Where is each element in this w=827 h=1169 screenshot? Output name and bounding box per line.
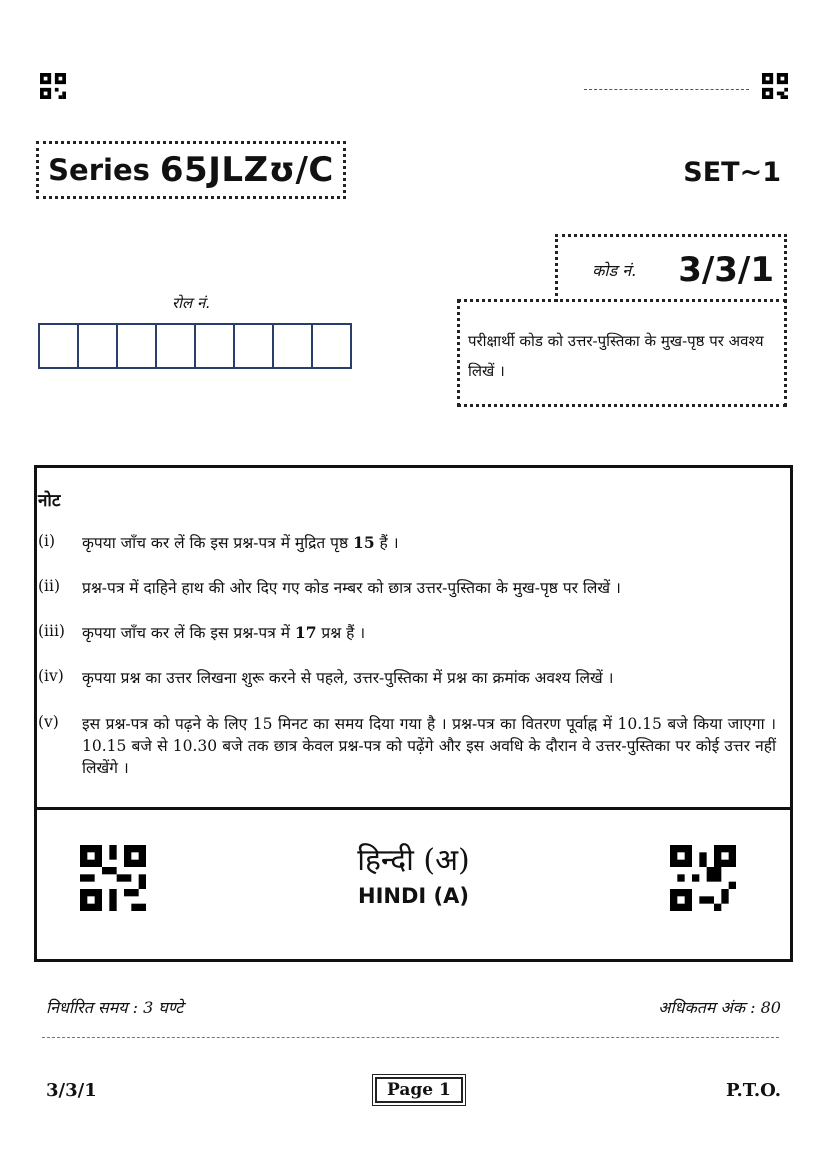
max-marks: अधिकतम अंक : 80 xyxy=(658,998,781,1017)
roll-cell[interactable] xyxy=(79,325,118,367)
note-item xyxy=(38,532,776,554)
note-number: (iv) xyxy=(38,667,64,685)
code-box xyxy=(555,234,787,302)
note-divider xyxy=(34,807,793,810)
note-text: कृपया जाँच कर लें कि इस प्रश्न-पत्र में मुद्रित पृष्ठ 15 हैं । xyxy=(82,533,399,552)
set-label: SET~1 xyxy=(683,157,781,188)
footer-code: 3/3/1 xyxy=(46,1080,97,1101)
qr-code-icon xyxy=(40,73,66,99)
note-number: (iii) xyxy=(38,622,65,640)
note-number: (v) xyxy=(38,713,59,731)
note-text: कृपया जाँच कर लें कि इस प्रश्न-पत्र में 17 प्रश्न हैं । xyxy=(82,623,366,642)
roll-cell[interactable] xyxy=(274,325,313,367)
roll-number-grid[interactable] xyxy=(38,323,352,369)
series-box xyxy=(36,141,346,199)
note-number: (i) xyxy=(38,532,56,550)
subject-title-english: HINDI (A) xyxy=(358,884,469,908)
note-text: प्रश्न-पत्र में दाहिने हाथ की ओर दिए गए कोड नम्बर को छात्र उत्तर-पुस्तिका के मुख-पृष्ठ पर लिखें । xyxy=(82,579,621,597)
note-item xyxy=(38,622,776,644)
roll-cell[interactable] xyxy=(118,325,157,367)
note-text: कृपया प्रश्न का उत्तर लिखना शुरू करने से पहले, उत्तर-पुस्तिका में प्रश्न का क्रमांक अवश्य लिखें । xyxy=(82,669,614,687)
code-instruction: परीक्षार्थी कोड को उत्तर-पुस्तिका के मुख-पृष्ठ पर अवश्य लिखें । xyxy=(457,299,787,407)
note-number: (ii) xyxy=(38,577,61,595)
series-code: 65JLZʊ/C xyxy=(159,150,334,190)
roll-cell[interactable] xyxy=(235,325,274,367)
top-dashed-line xyxy=(584,89,749,90)
qr-code-icon xyxy=(762,73,788,99)
roll-label: रोल नं. xyxy=(172,294,211,312)
dashed-divider xyxy=(42,1037,779,1038)
roll-cell[interactable] xyxy=(40,325,79,367)
note-title: नोट xyxy=(38,491,61,511)
roll-cell[interactable] xyxy=(196,325,235,367)
note-item xyxy=(38,577,776,599)
roll-cell[interactable] xyxy=(313,325,350,367)
code-label: कोड नं. xyxy=(592,260,637,280)
note-item xyxy=(38,713,776,779)
pto-label: P.T.O. xyxy=(725,1080,781,1101)
note-item xyxy=(38,667,776,689)
series-prefix: Series xyxy=(48,153,150,187)
time-allowed: निर्धारित समय : 3 घण्टे xyxy=(46,998,184,1017)
subject-title-hindi: हिन्दी (अ) xyxy=(357,843,470,878)
note-text: इस प्रश्न-पत्र को पढ़ने के लिए 15 मिनट का समय दिया गया है । प्रश्न-पत्र का वितरण पूर्वाह्न में 10.15 बजे किया जाएगा । 10.15 बजे से 10.30 बजे तक छात्र केवल प्रश्न-पत्र को पढ़ेंगे और इस अवधि के दौरान वे उत्तर-पुस्तिका पर कोई उत्तर नहीं लिखेंगे । xyxy=(82,715,776,777)
code-value: 3/3/1 xyxy=(678,249,774,290)
page-number: Page 1 xyxy=(375,1077,463,1103)
roll-cell[interactable] xyxy=(157,325,196,367)
